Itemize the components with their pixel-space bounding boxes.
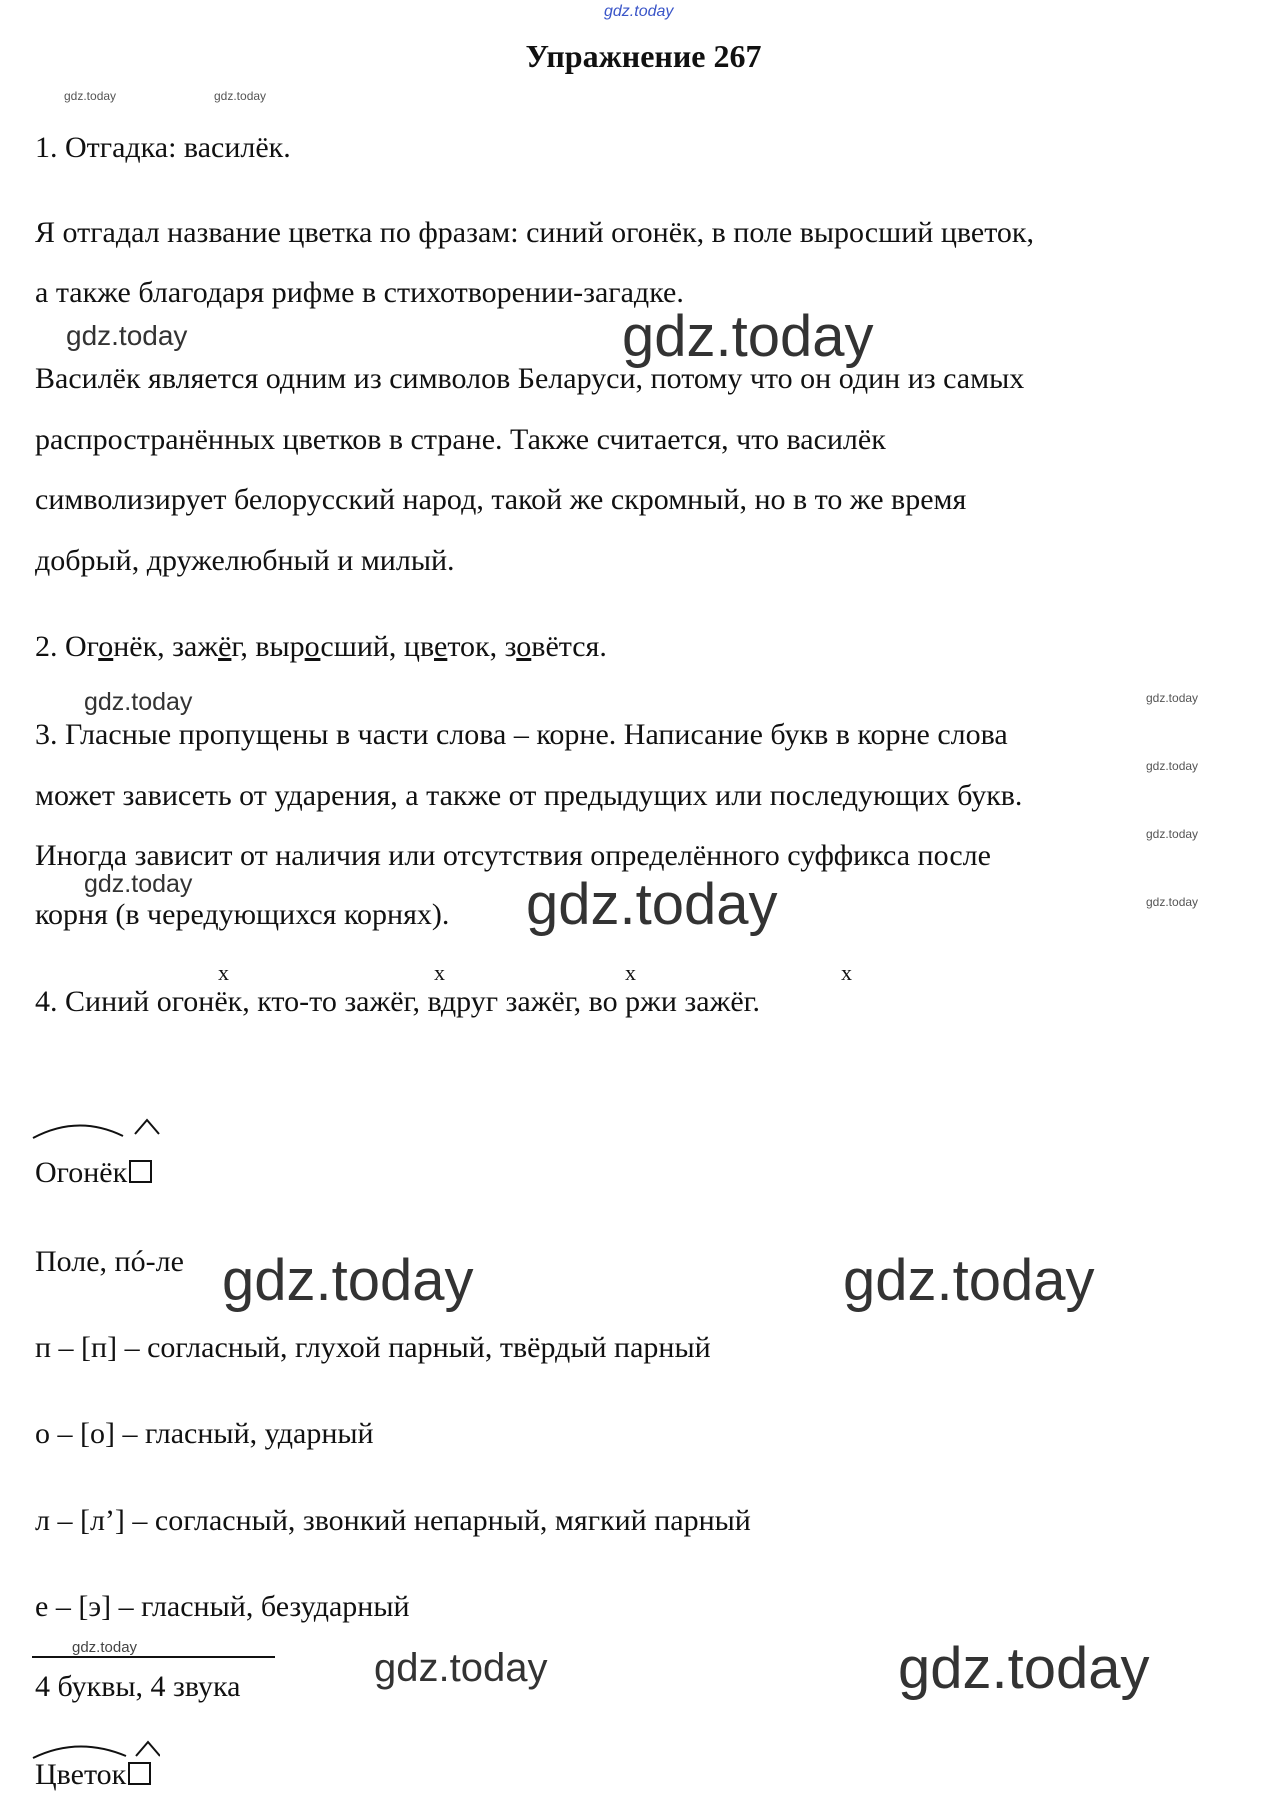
morpheme-word: Огонёк xyxy=(35,1156,128,1189)
watermark: gdz.today xyxy=(84,688,193,716)
watermark: gdz.today xyxy=(1146,691,1199,705)
watermark: gdz.today xyxy=(1146,827,1199,841)
morpheme-word: Цветок xyxy=(35,1758,127,1791)
word-pole: Поле, пó-ле xyxy=(35,1245,184,1278)
zero-ending-icon xyxy=(129,1160,152,1183)
text-fragment: вётся. xyxy=(531,630,607,663)
watermark: gdz.today xyxy=(1146,895,1199,909)
underlined-vowel: е xyxy=(433,630,448,663)
summary-divider xyxy=(32,1656,275,1658)
morpheme-word-tsvetok xyxy=(35,1760,151,1790)
text-fragment: г, выр xyxy=(231,630,305,663)
text-fragment: 2. Ог xyxy=(35,630,99,663)
page-title: Упражнение 267 xyxy=(525,38,762,74)
underlined-vowel: ё xyxy=(218,630,232,663)
unstressed-mark: x xyxy=(841,960,852,985)
text-fragment: сший, цв xyxy=(320,630,434,663)
paragraph-answer: 1. Отгадка: василёк. xyxy=(35,131,291,164)
paragraph-line: а также благодаря рифме в стихотворении-загадке. xyxy=(35,276,684,309)
watermark: gdz.today xyxy=(222,1248,474,1313)
paragraph-line: символизирует белорусский народ, такой же скромный, но в то же время xyxy=(35,483,967,516)
root-arc-icon xyxy=(30,1112,160,1142)
text-fragment: ток, з xyxy=(447,630,517,663)
phonetic-row: п – [п] – согласный, глухой парный, твёрдый парный xyxy=(35,1331,711,1364)
zero-ending-icon xyxy=(128,1762,151,1785)
paragraph-line: 4. Синий огонёк, кто-то зажёг, вдруг зажёг, во ржи зажёг. xyxy=(35,985,761,1018)
watermark: gdz.today xyxy=(214,89,267,103)
watermark: gdz.today xyxy=(374,1646,548,1690)
watermark: gdz.today xyxy=(84,870,193,898)
watermark: gdz.today xyxy=(64,89,117,103)
watermark: gdz.today xyxy=(843,1248,1095,1313)
paragraph-line: корня (в чередующихся корнях). xyxy=(35,898,450,931)
paragraph-line: может зависеть от ударения, а также от предыдущих или последующих букв. xyxy=(35,779,1023,812)
paragraph-line: распространённых цветков в стране. Также считается, что василёк xyxy=(35,423,886,456)
unstressed-mark: x xyxy=(434,960,445,985)
paragraph-line: Василёк является одним из символов Беларуси, потому что он один из самых xyxy=(35,362,1025,395)
watermark: gdz.today xyxy=(1146,759,1199,773)
underlined-vowel: о xyxy=(516,630,532,663)
phonetic-row: л – [л’] – согласный, звонкий непарный, мягкий парный xyxy=(35,1504,751,1537)
underlined-vowel: о xyxy=(98,630,114,663)
morpheme-word-ogonek xyxy=(35,1158,152,1188)
watermark: gdz.today xyxy=(72,1639,138,1656)
watermark: gdz.today xyxy=(622,304,874,369)
unstressed-mark: x xyxy=(625,960,636,985)
paragraph-line: 3. Гласные пропущены в части слова – корне. Написание букв в корне слова xyxy=(35,718,1008,751)
paragraph-vowels xyxy=(35,632,607,662)
paragraph-line: Иногда зависит от наличия или отсутствия определённого суффикса после xyxy=(35,839,991,872)
phonetic-row: о – [о] – гласный, ударный xyxy=(35,1417,374,1450)
summary: 4 буквы, 4 звука xyxy=(35,1670,241,1703)
paragraph-line: Я отгадал название цветка по фразам: синий огонёк, в поле выросший цветок, xyxy=(35,216,1034,249)
watermark: gdz.today xyxy=(66,320,188,351)
watermark-top: gdz.today xyxy=(604,3,674,20)
watermark: gdz.today xyxy=(898,1636,1150,1701)
underlined-vowel: о xyxy=(304,630,321,663)
phonetic-row: е – [э] – гласный, безударный xyxy=(35,1590,410,1623)
unstressed-mark: x xyxy=(218,960,229,985)
watermark: gdz.today xyxy=(526,872,778,937)
text-fragment: нёк, заж xyxy=(113,630,219,663)
paragraph-line: добрый, дружелюбный и милый. xyxy=(35,544,455,577)
